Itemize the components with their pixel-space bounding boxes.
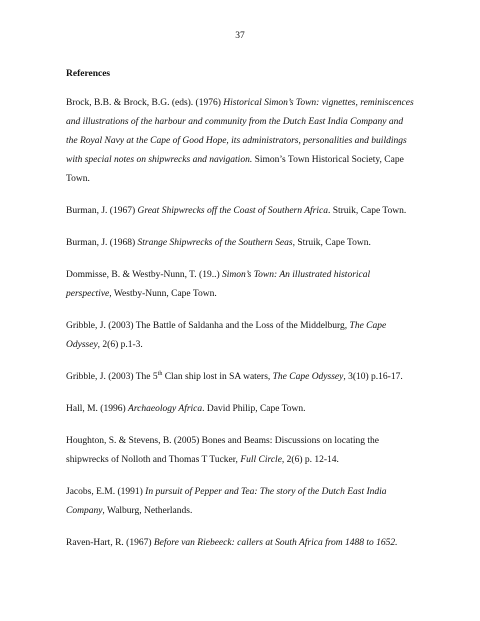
reference-publisher: , Walburg, Netherlands. — [102, 506, 193, 516]
reference-title: The Cape Odyssey — [66, 321, 387, 350]
reference-authors: Brock, B.B. & Brock, B.G. (eds). (1976) — [66, 98, 224, 108]
ordinal-superscript: th — [157, 370, 163, 377]
reference-publisher: , Westby-Nunn, Cape Town. — [109, 289, 217, 299]
reference-item — [66, 432, 416, 470]
reference-publisher: 2(6) p. 12-14. — [284, 455, 339, 465]
reference-publisher: , 3(10) p.16-17. — [343, 372, 403, 382]
reference-title: Historical Simon’s Town: vignettes, reminiscences and illustrations of the harbour and community from the Dutch East India Company and the Royal Navy at the Cape of Good Hope, its administrators, personalities and buildings with special notes on shipwrecks and navigation. — [66, 98, 414, 165]
reference-item — [66, 317, 416, 355]
reference-authors: Hall, M. (1996) — [66, 404, 129, 414]
reference-title: In pursuit of Pepper and Tea: The story of the Dutch East India Company — [66, 487, 387, 516]
reference-publisher: . Struik, Cape Town. — [327, 206, 407, 216]
reference-authors: Gribble, J. (2003) The Battle of Saldanha and the Loss of the Middelburg, — [66, 321, 350, 331]
reference-title: Simon’s Town: An illustrated historical perspective — [66, 270, 371, 299]
reference-authors: Houghton, S. & Stevens, B. (2005) Bones and Beams: Discussions on locating the shipwrecks of Nolloth and Thomas T Tucker, — [66, 436, 379, 465]
reference-authors: Gribble, J. (2003) The 5 — [66, 372, 158, 382]
reference-item — [66, 400, 416, 419]
reference-item — [66, 94, 416, 189]
reference-title: Great Shipwrecks off the Coast of Southern Africa — [137, 206, 328, 216]
reference-authors: Burman, J. (1968) — [66, 238, 138, 248]
reference-item — [66, 266, 416, 304]
reference-title: Before van Riebeeck: callers at South Africa from 1488 to 1652. — [153, 538, 398, 548]
reference-item — [66, 202, 416, 221]
reference-publisher: , 2(6) p.1-3. — [97, 340, 143, 350]
page-number: 37 — [235, 31, 245, 41]
reference-title: The Cape Odyssey — [272, 372, 344, 382]
section-heading: References — [66, 69, 111, 79]
reference-authors: Jacobs, E.M. (1991) — [66, 487, 146, 497]
reference-publisher: Simon’s Town Historical Society, Cape Town. — [66, 155, 404, 184]
reference-authors: Dommisse, B. & Westby-Nunn, T. (19..) — [66, 270, 222, 280]
reference-item — [66, 483, 416, 521]
reference-list — [66, 94, 416, 566]
reference-article: Clan ship lost in SA waters, — [162, 372, 273, 382]
reference-title: Archaeology Africa — [128, 404, 203, 414]
reference-title: Strange Shipwrecks of the Southern Seas — [137, 238, 293, 248]
reference-item — [66, 534, 416, 553]
reference-item — [66, 368, 416, 387]
reference-publisher: , Struik, Cape Town. — [292, 238, 371, 248]
reference-item — [66, 234, 416, 253]
reference-authors: Raven-Hart, R. (1967) — [66, 538, 154, 548]
reference-publisher: . David Philip, Cape Town. — [202, 404, 306, 414]
reference-authors: Burman, J. (1967) — [66, 206, 138, 216]
reference-title: Full Circle, — [240, 455, 285, 465]
